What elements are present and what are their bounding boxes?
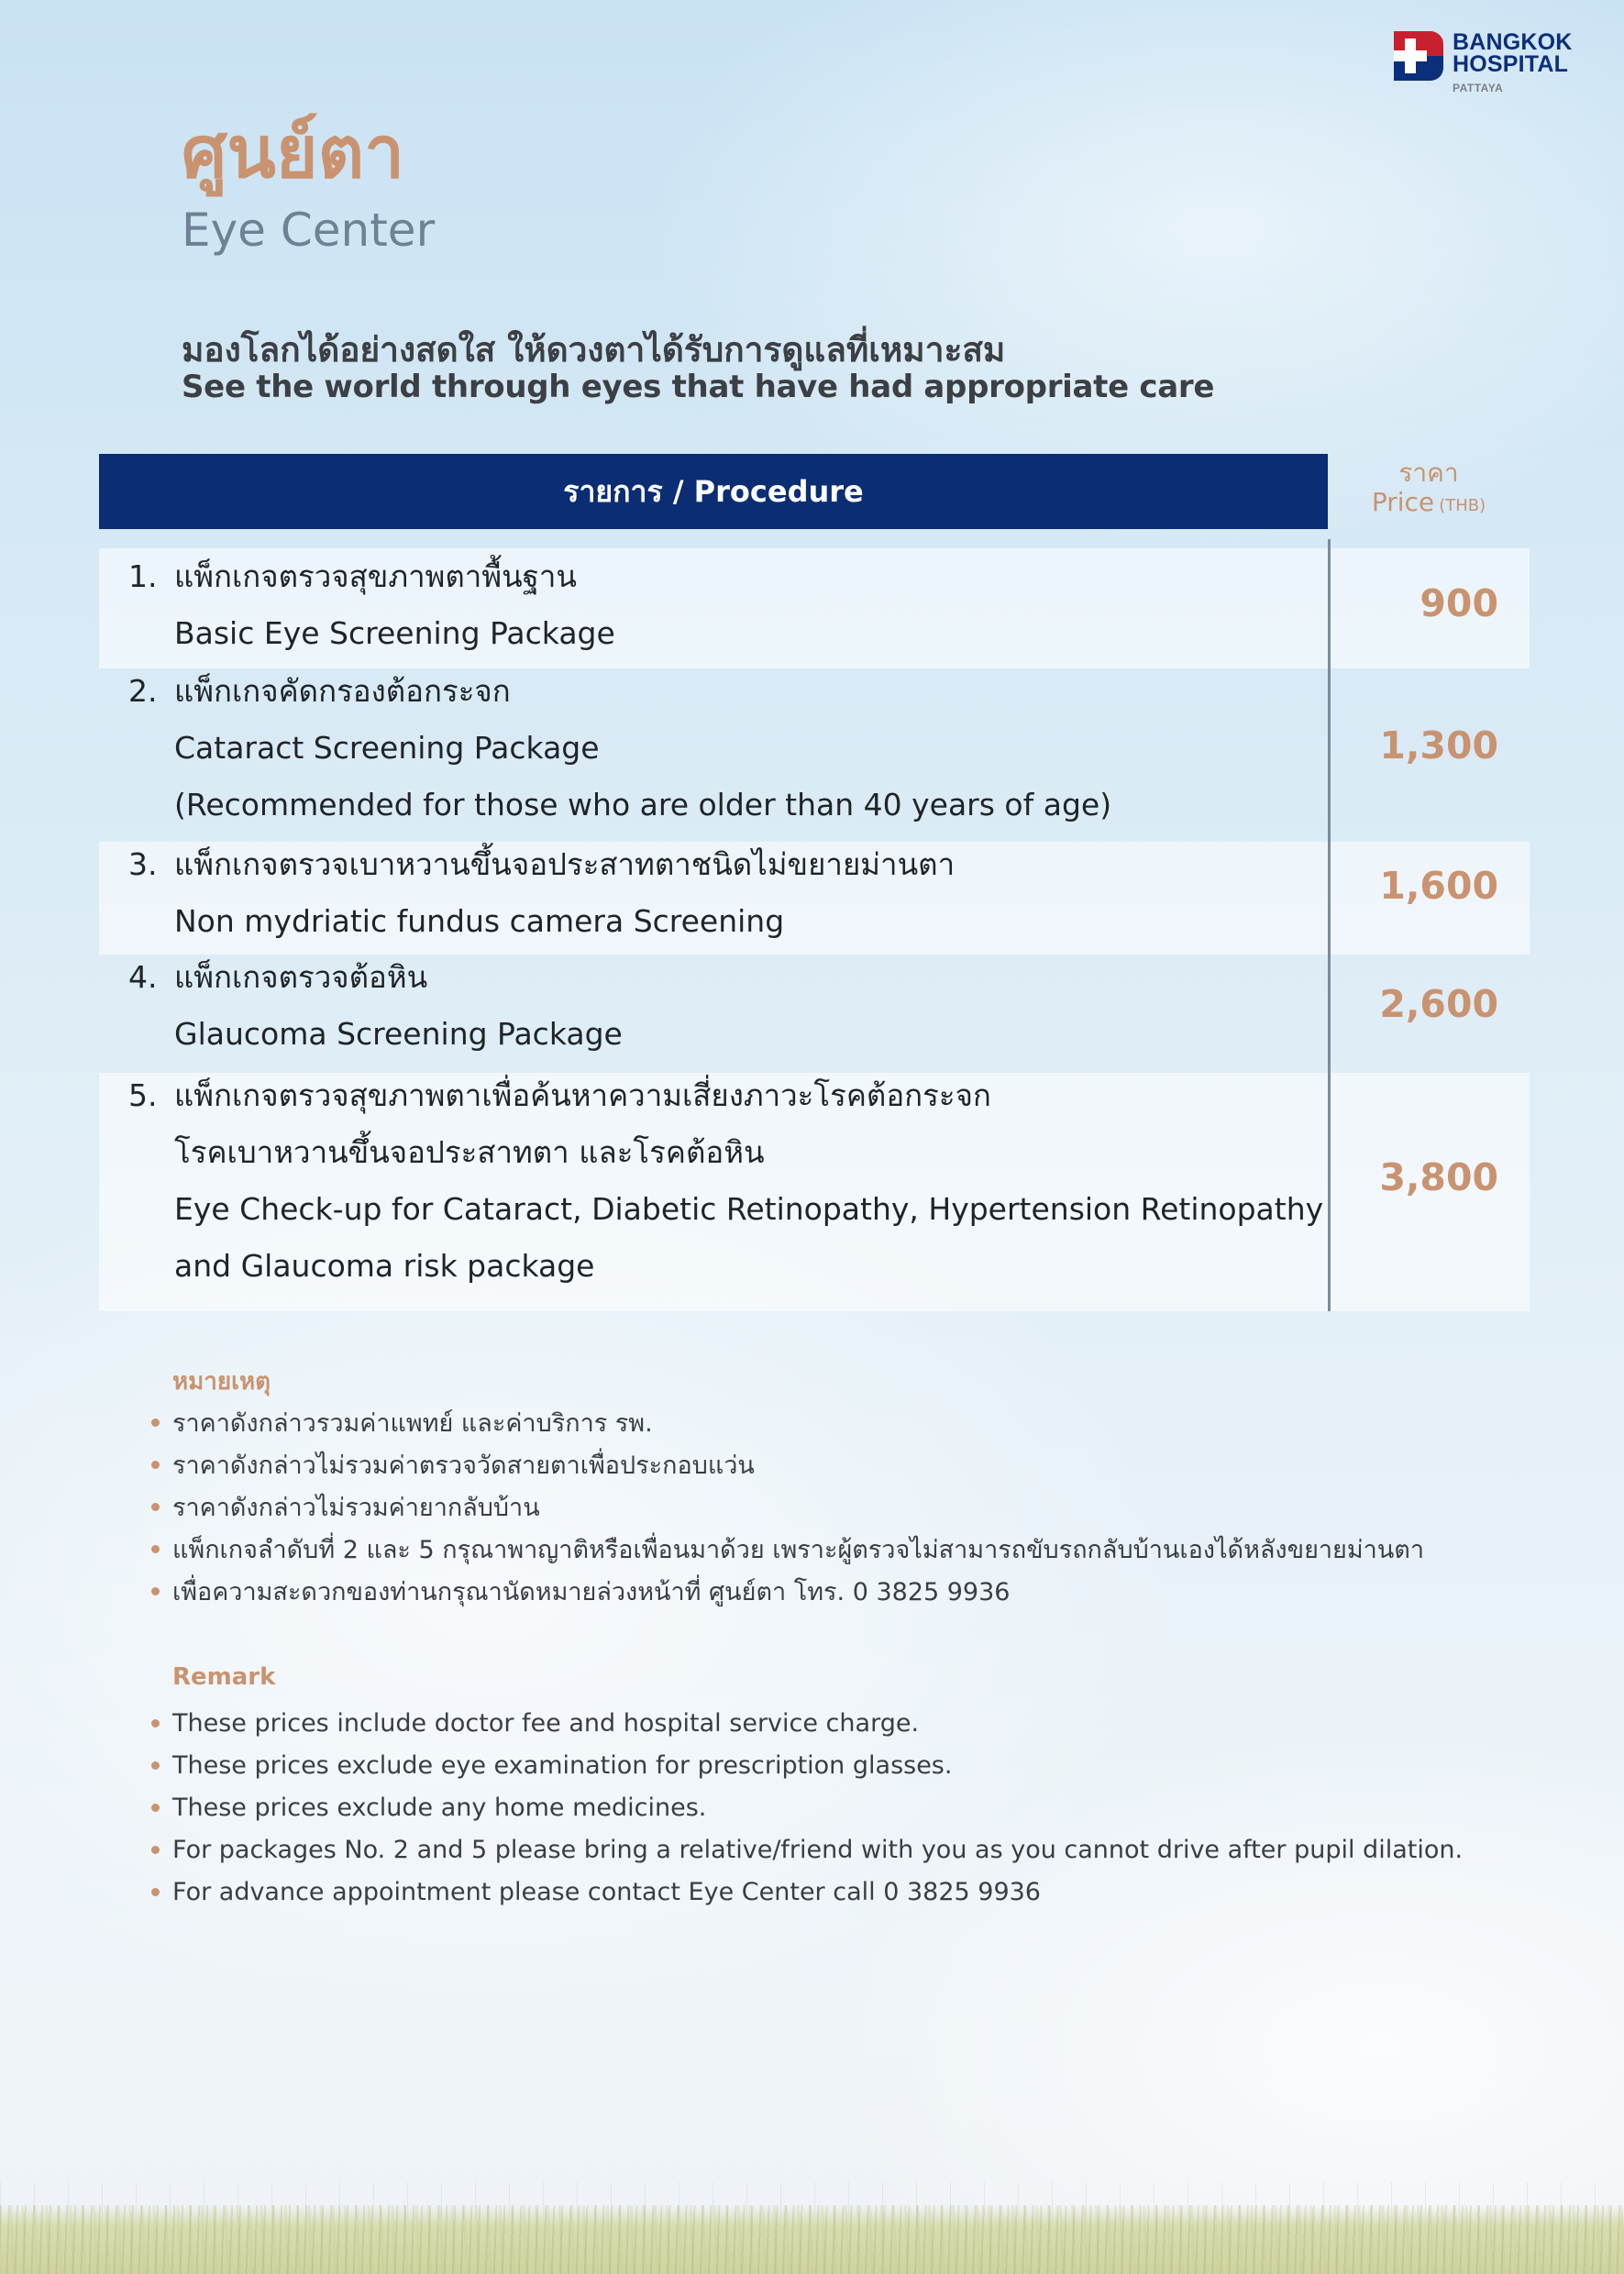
bullet-icon xyxy=(151,1804,160,1812)
remark-item xyxy=(151,1744,1463,1786)
procedure-name-thai: แพ็กเกจตรวจเบาหวานขึ้นจอประสาทตาชนิดไม่ขยายม่านตา xyxy=(174,846,956,882)
procedure-number: 3. xyxy=(128,846,158,882)
procedure-number: 4. xyxy=(128,959,158,995)
procedure-name-thai: แพ็กเกจคัดกรองต้อกระจก xyxy=(174,673,511,709)
procedure-line xyxy=(128,720,1394,777)
remark-item xyxy=(151,1786,1463,1828)
remark-item xyxy=(151,1871,1463,1913)
price-value: 2,600 xyxy=(1379,982,1498,1026)
procedure-number xyxy=(128,1006,174,1063)
table-row xyxy=(99,955,1530,1073)
note-text: These prices exclude eye examination for prescription glasses. xyxy=(172,1750,953,1780)
note-text: These prices exclude any home medicines. xyxy=(172,1793,707,1822)
bullet-icon xyxy=(151,1846,160,1854)
procedure-line xyxy=(128,777,1394,833)
procedure-detail: Non mydriatic fundus camera Screening xyxy=(174,903,785,939)
bangkok-hospital-logo xyxy=(1394,31,1573,94)
procedure-detail: Eye Check-up for Cataract, Diabetic Retinopathy, Hypertension Retinopathy xyxy=(174,1191,1324,1227)
note-text: แพ็กเกจลำดับที่ 2 และ 5 กรุณาพาญาติหรือเพื่อนมาด้วย เพราะผู้ตรวจไม่สามารถขับรถกลับบ้านเองได้หลังขยายม่านตา xyxy=(172,1535,1424,1564)
table-row xyxy=(99,668,1530,842)
price-header-english: Price xyxy=(1371,487,1435,518)
price-column-header xyxy=(1328,458,1530,517)
procedure-number xyxy=(128,1238,174,1295)
note-item-thai xyxy=(151,1401,1424,1443)
column-divider xyxy=(1328,539,1331,1311)
note-text: ราคาดังกล่าวไม่รวมค่ายากลับบ้าน xyxy=(172,1493,540,1522)
bullet-icon xyxy=(151,1888,160,1896)
procedure-name-thai: แพ็กเกจตรวจต้อหิน xyxy=(174,959,428,995)
bullet-icon xyxy=(151,1461,160,1469)
note-text: เพื่อความสะดวกของท่านกรุณานัดหมายล่วงหน้าที่ ศูนย์ตา โทร. 0 3825 9936 xyxy=(172,1577,1011,1606)
price-header-thai: ราคา xyxy=(1398,458,1459,488)
procedure-number xyxy=(128,720,174,777)
procedure-detail: Cataract Screening Package xyxy=(174,730,600,766)
table-row xyxy=(99,548,1530,668)
procedure-line xyxy=(128,1238,1394,1295)
procedure-detail: โรคเบาหวานขึ้นจอประสาทตา และโรคต้อหิน xyxy=(174,1134,765,1170)
procedure-header-label: รายการ / Procedure xyxy=(563,473,864,509)
procedure-line xyxy=(128,1181,1394,1238)
note-text: For packages No. 2 and 5 please bring a relative/friend with you as you cannot drive after pupil dilation. xyxy=(172,1835,1464,1864)
bullet-icon xyxy=(151,1719,160,1728)
bullet-icon xyxy=(151,1587,160,1595)
procedure-line xyxy=(128,1067,1394,1124)
table-row xyxy=(99,842,1530,955)
grass-field-image xyxy=(0,2205,1624,2274)
note-text: For advance appointment please contact Eye Center call 0 3825 9936 xyxy=(172,1877,1041,1906)
procedure-detail: and Glaucoma risk package xyxy=(174,1248,595,1284)
table-row xyxy=(99,1073,1530,1311)
procedure-line xyxy=(128,605,1394,662)
remark-item xyxy=(151,1828,1463,1871)
remark-list xyxy=(151,1702,1463,1913)
procedure-name-thai: แพ็กเกจตรวจสุขภาพตาพื้นฐาน xyxy=(174,558,577,594)
procedure-line xyxy=(128,893,1394,950)
note-item-thai xyxy=(151,1485,1424,1528)
note-text: ราคาดังกล่าวไม่รวมค่าตรวจวัดสายตาเพื่อประกอบแว่น xyxy=(172,1451,755,1480)
notes-heading-thai: หมายเหตุ xyxy=(172,1368,271,1396)
procedure-number xyxy=(128,605,174,662)
note-item-thai xyxy=(151,1528,1424,1570)
bullet-icon xyxy=(151,1503,160,1511)
procedure-line xyxy=(128,1124,1394,1181)
procedure-detail: Basic Eye Screening Package xyxy=(174,615,615,651)
price-value: 1,600 xyxy=(1379,864,1498,908)
hospital-cross-icon xyxy=(1394,31,1443,81)
procedure-name-thai: แพ็กเกจตรวจสุขภาพตาเพื่อค้นหาความเสี่ยงภาวะโรคต้อกระจก xyxy=(174,1077,991,1113)
note-text: These prices include doctor fee and hospital service charge. xyxy=(172,1708,920,1738)
bullet-icon xyxy=(151,1545,160,1553)
tagline-english: See the world through eyes that have had appropriate care xyxy=(182,369,1215,405)
procedure-detail: (Recommended for those who are older than 40 years of age) xyxy=(174,787,1112,822)
procedure-column-header xyxy=(99,454,1328,529)
logo-line-1: BANGKOK xyxy=(1453,29,1573,55)
procedure-line xyxy=(128,663,1394,720)
price-value: 1,300 xyxy=(1379,723,1498,767)
procedure-line xyxy=(128,548,1394,605)
page-title-english: Eye Center xyxy=(182,204,436,257)
price-value: 900 xyxy=(1420,581,1498,625)
note-text: ราคาดังกล่าวรวมค่าแพทย์ และค่าบริการ รพ. xyxy=(172,1408,653,1438)
procedure-number xyxy=(128,777,174,833)
remark-heading: Remark xyxy=(172,1663,276,1691)
tagline-thai: มองโลกได้อย่างสดใส ให้ดวงตาได้รับการดูแลที่เหมาะสม xyxy=(182,330,1006,370)
price-value: 3,800 xyxy=(1379,1155,1498,1199)
remark-item xyxy=(151,1702,1463,1744)
note-item-thai xyxy=(151,1443,1424,1485)
bullet-icon xyxy=(151,1418,160,1427)
page-title-thai: ศูนย์ตา xyxy=(182,112,404,194)
procedure-number: 2. xyxy=(128,673,158,709)
price-header-unit: (THB) xyxy=(1439,496,1486,516)
logo-line-2: HOSPITAL xyxy=(1453,51,1569,77)
procedure-number xyxy=(128,893,174,950)
procedure-line xyxy=(128,949,1394,1006)
logo-location: PATTAYA xyxy=(1453,82,1504,94)
procedure-number xyxy=(128,1124,174,1181)
procedure-detail: Glaucoma Screening Package xyxy=(174,1016,623,1052)
notes-list-thai xyxy=(151,1401,1424,1612)
procedure-number: 1. xyxy=(128,558,158,594)
procedure-line xyxy=(128,1006,1394,1063)
procedure-number xyxy=(128,1181,174,1238)
bullet-icon xyxy=(151,1761,160,1770)
procedure-line xyxy=(128,836,1394,893)
note-item-thai xyxy=(151,1570,1424,1612)
procedure-number: 5. xyxy=(128,1077,158,1113)
